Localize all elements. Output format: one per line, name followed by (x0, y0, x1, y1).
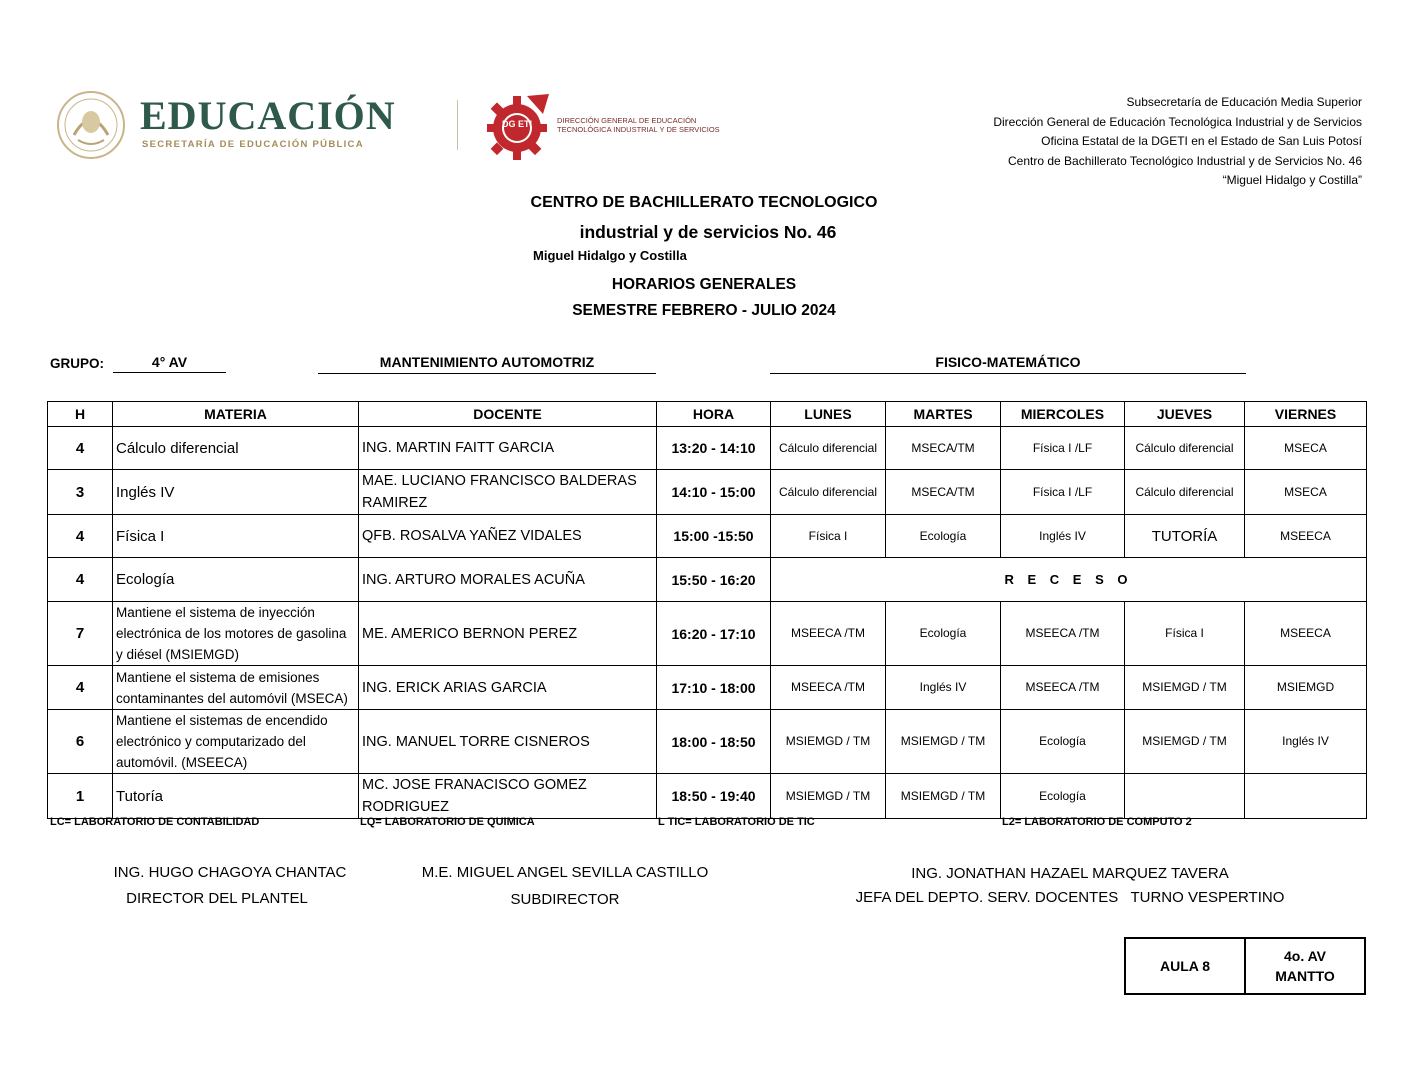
field-name: FISICO-MATEMÁTICO (770, 354, 1246, 374)
subject-cell: Cálculo diferencial (113, 427, 359, 470)
semester-label: SEMESTRE FEBRERO - JULIO 2024 (572, 302, 836, 319)
school-title-line2: industrial y de servicios No. 46 (579, 222, 837, 242)
classroom-group-line2: MANTTO (1275, 968, 1335, 984)
dept-head-name: ING. JONATHAN HAZAEL MARQUEZ TAVERA (911, 865, 1229, 882)
institution-line: Centro de Bachillerato Tecnológico Industrial y de Servicios No. 46 (1008, 153, 1362, 168)
institution-line: Subsecretaría de Educación Media Superior (1126, 95, 1362, 109)
recess-cell: R E C E S O (771, 558, 1367, 602)
table-header-row (48, 402, 1367, 427)
legend-item: LC= LABORATORIO DE CONTABILIDAD (50, 816, 260, 828)
day-cell: MSIEMGD / TM (886, 774, 1001, 819)
day-cell: MSEECA (1245, 602, 1367, 666)
day-cell: MSIEMGD / TM (771, 774, 886, 819)
schedule-table (47, 401, 1367, 819)
hours-cell: 4 (48, 515, 113, 558)
day-cell: MSIEMGD (1245, 666, 1367, 710)
header-cell: JUEVES (1125, 402, 1245, 427)
teacher-cell: MC. JOSE FRANACISCO GOMEZ RODRIGUEZ (359, 774, 657, 819)
day-cell: MSIEMGD / TM (1125, 710, 1245, 774)
teacher-cell: ME. AMERICO BERNON PEREZ (359, 602, 657, 666)
table-row (48, 602, 1367, 666)
day-cell: MSIEMGD / TM (886, 710, 1001, 774)
table-row (48, 774, 1367, 819)
day-cell: MSEECA /TM (771, 602, 886, 666)
table-row (48, 470, 1367, 515)
time-cell: 14:10 - 15:00 (657, 470, 771, 515)
time-cell: 16:20 - 17:10 (657, 602, 771, 666)
dept-head-title: JEFA DEL DEPTO. SERV. DOCENTES TURNO VESPERTINO (855, 889, 1285, 906)
day-cell: MSECA/TM (886, 470, 1001, 515)
classroom-number: AULA 8 (1125, 938, 1245, 994)
day-cell: MSEECA /TM (1001, 602, 1125, 666)
day-cell: Cálculo diferencial (1125, 427, 1245, 470)
day-cell (1125, 774, 1245, 819)
teacher-cell: ING. ARTURO MORALES ACUÑA (359, 558, 657, 602)
table-row (48, 427, 1367, 470)
dgeti-text-line2: TECNOLÓGICA INDUSTRIAL Y DE SERVICIOS (557, 125, 720, 134)
day-cell: Física I /LF (1001, 427, 1125, 470)
classroom-group (1245, 938, 1365, 994)
day-cell: MSECA/TM (886, 427, 1001, 470)
hours-cell: 7 (48, 602, 113, 666)
day-cell: Inglés IV (1245, 710, 1367, 774)
hours-cell: 3 (48, 470, 113, 515)
time-cell: 17:10 - 18:00 (657, 666, 771, 710)
director-name: ING. HUGO CHAGOYA CHANTAC (113, 864, 347, 881)
table-row (48, 710, 1367, 774)
header-cell: H (48, 402, 113, 427)
director-title: DIRECTOR DEL PLANTEL (126, 890, 308, 907)
school-title-line3: Miguel Hidalgo y Costilla (533, 248, 687, 263)
time-cell: 15:00 -15:50 (657, 515, 771, 558)
day-cell: MSIEMGD / TM (1125, 666, 1245, 710)
institution-line: Oficina Estatal de la DGETI en el Estado de San Luis Potosí (1041, 134, 1362, 148)
table-row (48, 666, 1367, 710)
header-cell: MATERIA (113, 402, 359, 427)
dgeti-text-line1: DIRECCIÓN GENERAL DE EDUCACIÓN (557, 116, 697, 125)
day-cell: MSECA (1245, 427, 1367, 470)
classroom-box (1124, 937, 1366, 995)
school-title-line1: CENTRO DE BACHILLERATO TECNOLOGICO (530, 194, 878, 211)
header-cell: HORA (657, 402, 771, 427)
subject-cell: Mantiene el sistemas de encendido electrónico y computarizado del automóvil. (MSEECA) (113, 710, 359, 774)
mexico-seal-logo (52, 90, 130, 160)
hours-cell: 4 (48, 666, 113, 710)
teacher-cell: QFB. ROSALVA YAÑEZ VIDALES (359, 515, 657, 558)
day-cell: Cálculo diferencial (771, 427, 886, 470)
institution-line: Dirección General de Educación Tecnológica Industrial y de Servicios (993, 114, 1362, 129)
day-cell: MSEECA /TM (1001, 666, 1125, 710)
day-cell: Cálculo diferencial (771, 470, 886, 515)
legend-item: L TIC= LABORATORIO DE TIC (658, 816, 815, 828)
table-row (48, 558, 1367, 602)
time-cell: 15:50 - 16:20 (657, 558, 771, 602)
day-cell: MSEECA /TM (771, 666, 886, 710)
group-value: 4° AV (113, 354, 226, 373)
dgeti-badge-text: DG ETI (501, 119, 533, 129)
table-row (48, 515, 1367, 558)
dgeti-gear-logo (487, 92, 551, 160)
hours-cell: 4 (48, 427, 113, 470)
teacher-cell: MAE. LUCIANO FRANCISCO BALDERAS RAMIREZ (359, 470, 657, 515)
day-cell (1245, 774, 1367, 819)
subject-cell: Mantiene el sistema de emisiones contaminantes del automóvil (MSECA) (113, 666, 359, 710)
sep-subtitle: SECRETARÍA DE EDUCACIÓN PÚBLICA (142, 139, 364, 150)
institution-line: “Miguel Hidalgo y Costilla” (1222, 173, 1362, 187)
subject-cell: Física I (113, 515, 359, 558)
day-cell: Física I /LF (1001, 470, 1125, 515)
day-cell: Ecología (886, 602, 1001, 666)
day-cell: Inglés IV (886, 666, 1001, 710)
time-cell: 18:00 - 18:50 (657, 710, 771, 774)
subject-cell: Inglés IV (113, 470, 359, 515)
group-label: GRUPO: (50, 356, 104, 371)
legend-item: LQ= LABORATORIO DE QUIMICA (360, 816, 535, 828)
subject-cell: Ecología (113, 558, 359, 602)
hours-cell: 6 (48, 710, 113, 774)
subject-cell: Mantiene el sistema de inyección electrónica de los motores de gasolina y diésel (MSIEMGD) (113, 602, 359, 666)
hours-cell: 4 (48, 558, 113, 602)
subdirector-name: M.E. MIGUEL ANGEL SEVILLA CASTILLO (421, 864, 709, 881)
day-cell: Cálculo diferencial (1125, 470, 1245, 515)
header-cell: DOCENTE (359, 402, 657, 427)
teacher-cell: ING. MANUEL TORRE CISNEROS (359, 710, 657, 774)
subject-cell: Tutoría (113, 774, 359, 819)
day-cell: MSEECA (1245, 515, 1367, 558)
subdirector-title: SUBDIRECTOR (510, 891, 620, 908)
header-cell: MIERCOLES (1001, 402, 1125, 427)
logo-divider (457, 100, 458, 150)
day-cell: TUTORÍA (1125, 515, 1245, 558)
career-name: MANTENIMIENTO AUTOMOTRIZ (318, 354, 656, 374)
teacher-cell: ING. MARTIN FAITT GARCIA (359, 427, 657, 470)
day-cell: Ecología (1001, 710, 1125, 774)
day-cell: Ecología (1001, 774, 1125, 819)
header-cell: LUNES (771, 402, 886, 427)
time-cell: 13:20 - 14:10 (657, 427, 771, 470)
dgeti-text (557, 116, 720, 134)
classroom-group-line1: 4o. AV (1283, 948, 1326, 964)
day-cell: Inglés IV (1001, 515, 1125, 558)
hours-cell: 1 (48, 774, 113, 819)
page-heading: HORARIOS GENERALES (611, 276, 797, 293)
day-cell: MSECA (1245, 470, 1367, 515)
educacion-wordmark: EDUCACIÓN (140, 93, 396, 138)
day-cell: Física I (771, 515, 886, 558)
day-cell: MSIEMGD / TM (771, 710, 886, 774)
time-cell: 18:50 - 19:40 (657, 774, 771, 819)
legend-item: L2= LABORATORIO DE COMPUTO 2 (1002, 816, 1192, 828)
day-cell: Física I (1125, 602, 1245, 666)
day-cell: Ecología (886, 515, 1001, 558)
teacher-cell: ING. ERICK ARIAS GARCIA (359, 666, 657, 710)
institution-block (993, 93, 1362, 191)
header-cell: MARTES (886, 402, 1001, 427)
header-cell: VIERNES (1245, 402, 1367, 427)
